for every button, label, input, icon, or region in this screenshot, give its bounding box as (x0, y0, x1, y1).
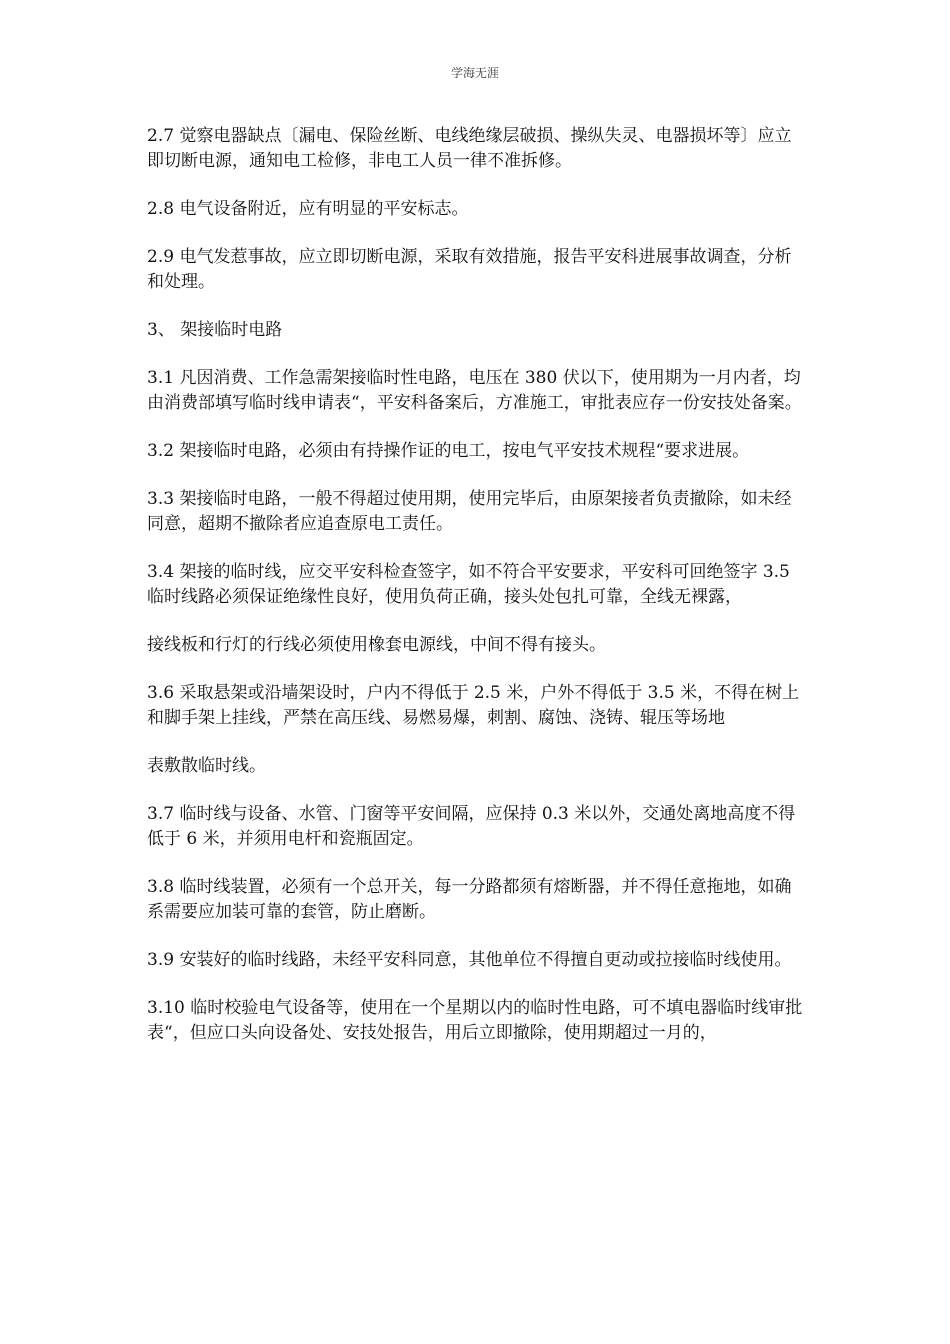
paragraph-3-10: 3.10 临时校验电气设备等，使用在一个星期以内的临时性电路，可不填电器临时线审批表“，但应口头向设备处、安技处报告，用后立即撤除，使用期超过一月的， (147, 998, 803, 1043)
paragraph-3-9: 3.9 安装好的临时线路，未经平安科同意，其他单位不得擅自更动或拉接临时线使用。 (147, 950, 792, 970)
document-body (147, 124, 807, 1069)
paragraph-3-7: 3.7 临时线与设备、水管、门窗等平安间隔，应保持 0.3 米以外，交通处离地高度不得低于 6 米，并须用电杆和瓷瓶固定。 (147, 804, 796, 849)
paragraph-3-1: 3.1 凡因消费、工作急需架接临时性电路，电压在 380 伏以下，使用期为一月内者，均由消费部填写临时线申请表“，平安科备案后，方准施工，审批表应存一份安技处备案。 (147, 368, 802, 413)
paragraph-3-3: 3.3 架接临时电路，一般不得超过使用期，使用完毕后，由原架接者负责撤除，如未经同意，超期不撤除者应追查原电工责任。 (147, 489, 792, 534)
paragraph-2-7: 2.7 觉察电器缺点〔漏电、保险丝断、电线绝缘层破损、操纵失灵、电器损坏等〕应立即切断电源，通知电工检修，非电工人员一律不准拆修。 (147, 126, 792, 171)
page-header: 学海无涯 (450, 66, 499, 80)
paragraph-3-6: 3.6 采取悬架或沿墙架设时，户内不得低于 2.5 米，户外不得低于 3.5 米，不得在树上和脚手架上挂线，严禁在高压线、易燃易爆，刺割、腐蚀、浇铸、辊压等场地 (147, 683, 800, 728)
paragraph-3-2: 3.2 架接临时电路，必须由有持操作证的电工，按电气平安技术规程“要求进展。 (147, 441, 750, 461)
paragraph-3-8: 3.8 临时线装置，必须有一个总开关，每一分路都须有熔断器，并不得任意拖地，如确系需要应加装可靠的套管，防止磨断。 (147, 877, 792, 922)
paragraph-2-8: 2.8 电气设备附近，应有明显的平安标志。 (147, 199, 469, 219)
paragraph-3-6-continued: 表敷散临时线。 (147, 756, 266, 776)
section-heading-3: 3、 架接临时电路 (147, 320, 283, 340)
paragraph-3-4: 3.4 架接的临时线，应交平安科检查签字，如不符合平安要求，平安科可回绝签字 3.5 临时线路必须保证绝缘性良好，使用负荷正确，接头处包扎可靠，全线无裸露， (147, 562, 790, 607)
paragraph-3-5-continued: 接线板和行灯的行线必须使用橡套电源线，中间不得有接头。 (147, 635, 606, 655)
paragraph-2-9: 2.9 电气发惹事故，应立即切断电源，采取有效措施，报告平安科进展事故调查，分析和处理。 (147, 247, 792, 292)
